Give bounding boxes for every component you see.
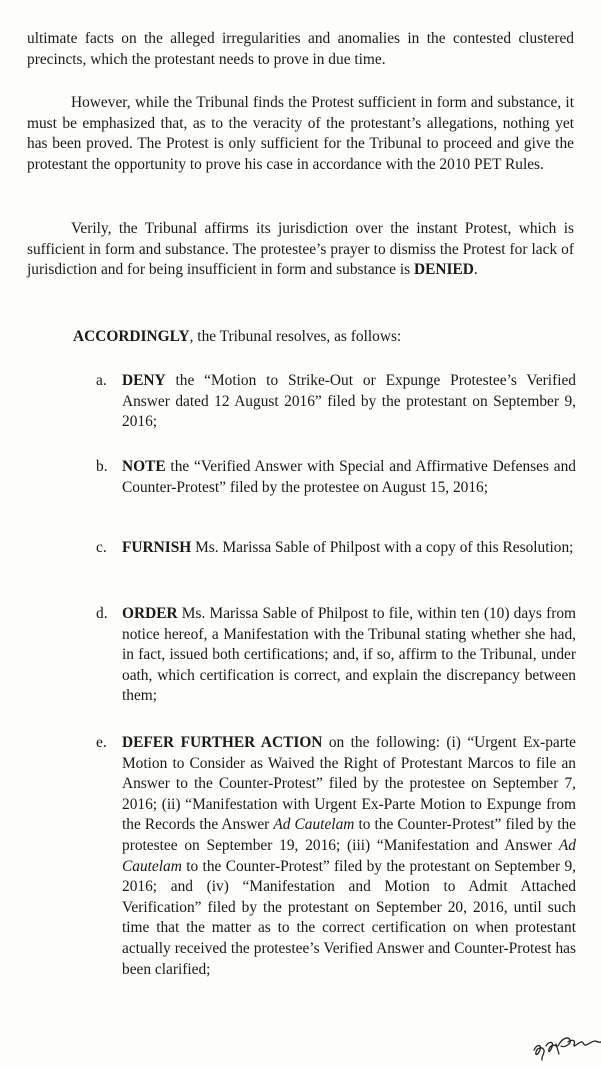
list-item-label: d. xyxy=(96,605,108,622)
list-item-text xyxy=(122,371,576,433)
list-item-d xyxy=(96,604,576,707)
list-item-c xyxy=(96,538,576,559)
accordingly-text: , the Tribunal resolves, as follows: xyxy=(189,328,402,345)
list-item-text xyxy=(122,538,576,559)
list-item-verb: ORDER xyxy=(122,605,178,622)
list-item-verb: FURNISH xyxy=(122,539,192,556)
list-item-verb: NOTE xyxy=(122,458,166,475)
list-item-body: Ms. Marissa Sable of Philpost to file, within ten (10) days from notice hereof, a Manifestation with the Tribunal stating whether she had, in fact, issued both certifications; and, if so, affirm to the Tribunal, under oath, which certification is correct, and explain the discrepancy between them; xyxy=(122,605,576,705)
list-item-text xyxy=(122,457,576,498)
paragraph-3-end: . xyxy=(473,261,478,279)
list-item-label: c. xyxy=(96,539,107,556)
paragraph-3 xyxy=(27,219,574,281)
list-item-body-1: on the following: (i) “Urgent Ex-parte Motion to Consider as Waived the Right of Protestant Marcos to file an Answer to the Counter-Protest” filed by the protestee on September 7, 2016; (ii) “Manifestation with Urgent Ex-Parte Motion to Expunge from the Records the Answer xyxy=(122,734,576,834)
latin-term: Ad Cautelam xyxy=(273,816,355,834)
paragraph-2: However, while the Tribunal finds the Protest sufficient in form and substance, it must be emphasized that, as to the veracity of the protestant’s allegations, nothing yet has been proved. The Protest is only sufficient for the Tribunal to proceed and give the protestant the opportunity to prove his case in accordance with the 2010 PET Rules. xyxy=(27,94,574,173)
list-item-label: a. xyxy=(96,372,107,389)
list-item-body: the “Motion to Strike-Out or Expunge Protestee’s Verified Answer dated 12 August 2016” filed by the protestant on September 9, 2016; xyxy=(122,372,576,431)
list-item-a xyxy=(96,371,576,433)
list-item-label: b. xyxy=(96,458,108,475)
list-item-body: the “Verified Answer with Special and Affirmative Defenses and Counter-Protest” filed by the protestee on August 15, 2016; xyxy=(122,458,576,496)
list-item-label: e. xyxy=(96,734,107,751)
paragraph-accordingly xyxy=(73,327,574,348)
list-item-body: Ms. Marissa Sable of Philpost with a copy of this Resolution; xyxy=(191,539,574,556)
latin-term: Ad Cautelam xyxy=(122,836,576,875)
accordingly-heading: ACCORDINGLY xyxy=(73,328,190,345)
list-item-e xyxy=(96,733,576,980)
list-item-b xyxy=(96,457,576,498)
handwritten-initials xyxy=(528,1020,601,1064)
list-item-text xyxy=(122,733,576,980)
paragraph-1: ultimate facts on the alleged irregularities and anomalies in the contested clustered precincts, which the protestant needs to prove in due time. xyxy=(27,30,574,68)
list-item-text xyxy=(122,604,576,707)
list-item-body-3: to the Counter-Protest” filed by the protestant on September 9, 2016; and (iv) “Manifestation and Motion to Admit Attached Verification” filed by the protestant on September 20, 2016, until such time that the matter as to the correct certification on when protestant actually received the protestee’s Verified Answer and Counter-Protest has been clarified; xyxy=(122,857,576,978)
list-item-body-2: to the Counter-Protest” filed by the protestee on September 19, 2016; (iii) “Manifestation and Answer xyxy=(122,816,576,854)
list-item-verb: DENY xyxy=(122,372,166,389)
paragraph-3-denied: DENIED xyxy=(413,261,474,279)
list-item-verb: DEFER FURTHER ACTION xyxy=(122,734,323,751)
paragraph-3-text: Verily, the Tribunal affirms its jurisdiction over the instant Protest, which is sufficient in form and substance. The protestee’s prayer to dismiss the Protest for lack of jurisdiction and for being insufficient in form and substance is xyxy=(27,220,574,279)
